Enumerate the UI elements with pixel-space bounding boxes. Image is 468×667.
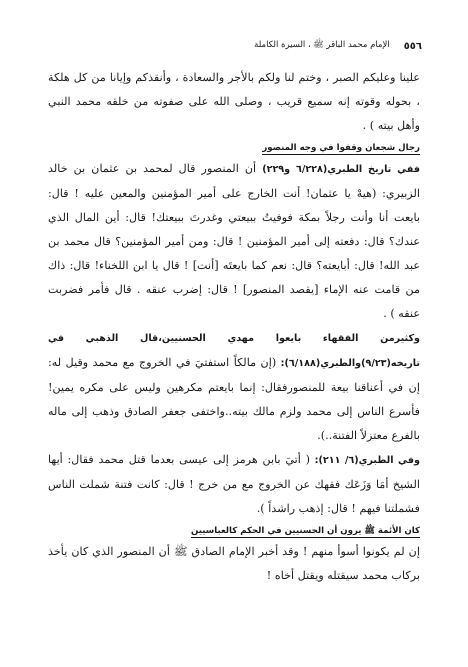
paragraph-tabari-zubayri	[48, 157, 420, 326]
running-title: الإمام محمد الباقر ﷺ ، السيرة الكاملة	[254, 40, 390, 50]
heading-text: كان الأئمة ﷺ يرون أن الحسنيين في الحكم كالعباسيين	[191, 526, 420, 536]
paragraph-text: (إن مالكاً استفتيَ في الخروج مع محمد وقيل له: إن في أعناقنا بيعة للمنصورفقال: إنما بايعتم مكرهين وليس على مكره يمين! فأسرع الناس إلى محمد ولزم مالك بيته..واختفى جعفر الصادق وذهب إلى ماله بالفرع معتزلاً الفتنة..).	[48, 356, 420, 442]
page-header	[50, 38, 422, 54]
page-number: ٥٥٦	[403, 40, 422, 52]
heading-text: رجال شجعان وقفوا في وجه المنصور	[262, 143, 420, 153]
citation-lead: ففي تاريخ الطبري(٦/٢٢٨ و٢٢٩)	[262, 164, 420, 175]
paragraph-text: ( أتيَ بابن هرمز إلى عيسى بعدما قتل محمد فقال: أيها الشيخ أمَا وَزَعَك فقهك عن الخروج مع من خرج ! قال: كانت فتنة شملت الناس فشملتنا فيهم ! قال: إذهب راشداً ).	[48, 453, 420, 515]
citation-lead: وفي الطبري(٦/ ٢١١):	[314, 455, 420, 466]
section-heading-imams-view	[48, 523, 420, 539]
citation-lead: وكثيرمن الفقهاء بايعوا مهدي الحسنيين،قال الذهبي في تاريخه(٩/٢٣)والطبري(٦/١٨٨):	[48, 333, 420, 369]
paragraph-ibn-hurmuz	[48, 448, 420, 521]
section-heading-brave-men	[48, 140, 420, 156]
page-body	[48, 66, 420, 588]
paragraph-jurists-pledge	[48, 326, 420, 448]
paragraph-sadiq-prophecy: إن لم يكونوا أسوأ منهم ! وقد أخبر الإمام الصادق ﷺ أن المنصور الذي كان يأخذ بركاب محمد سيقتله ويقتل أخاه !	[48, 545, 420, 582]
paragraph-text: أن المنصور قال لمحمد بن عثمان بن خالد الزبيري: (هيهْ يا عثمان! أنت الخارج على أمير المؤمنين والمعين عليه ! قال: بايعت أنا وأنت رجلاً بمكة فوفيتُ ببيعتي وغدرتَ ببيعتك! قال: أين المال الذي عندك؟ قال: دفعته إلى أمير المؤمنين ! قال: ومن أمير المؤمنين؟ قال محمد بن عبد الله! قال: أبايعته؟ قال: نعم كما بايعتَه [أنت] ! قال يا ابن اللخناء! قال: ذاك من قامت عنه الإماء [يقصد المنصور] ! قال: إضرب عنقه . قال فأمر فضربت عنقه ) .	[48, 162, 420, 320]
paragraph-closing-supplication: علينا وعليكم الصبر ، وختم لنا ولكم بالأجر والسعادة ، وأنقذكم وإيانا من كل هلكة ، بحوله وقوته إنه سميع قريب ، وصلى الله على صفوته من خلقه محمد النبي وأهل بيته ) .	[48, 71, 420, 132]
